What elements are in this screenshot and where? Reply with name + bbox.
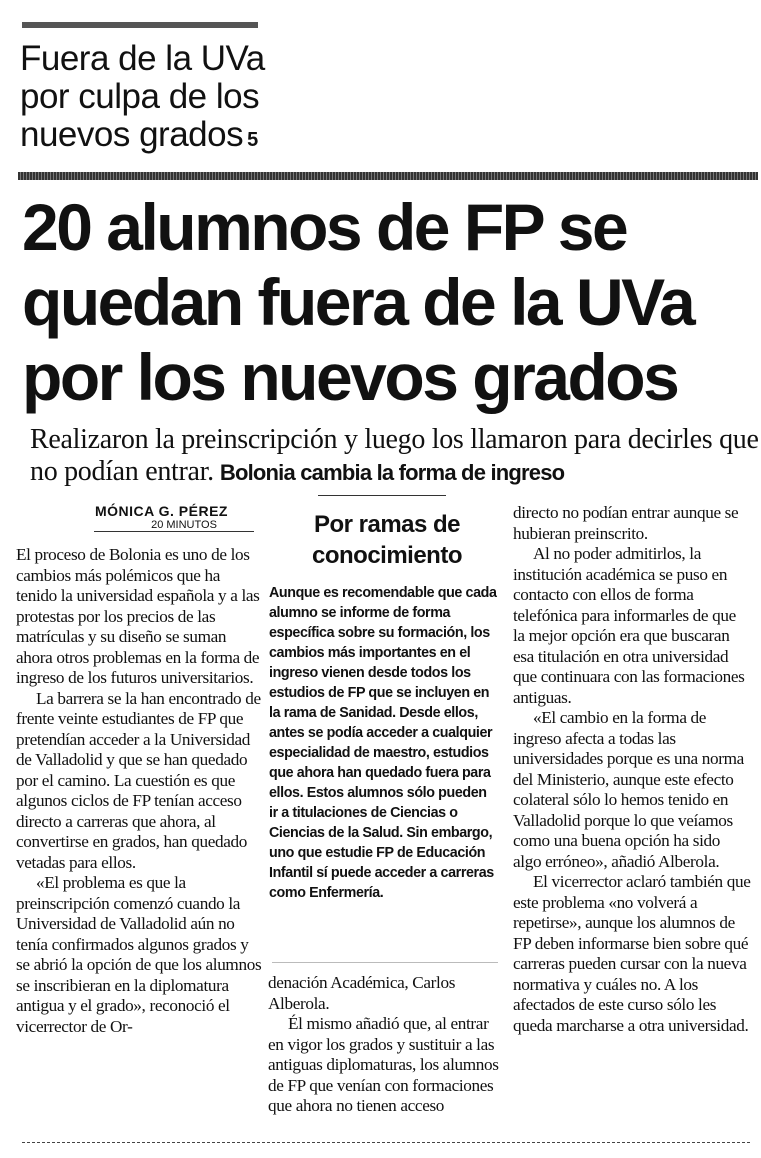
body-column-2 <box>268 973 500 1117</box>
teaser-page-ref: 5 <box>247 129 258 151</box>
teaser <box>20 40 270 159</box>
paragraph: Él mismo añadió que, al entrar en vigor los grados y sustituir a las antiguas diplomaturas, los alumnos de FP que venían con formaciones que ahora no tienen acceso <box>268 1014 499 1115</box>
paragraph: denación Académica, Carlos Alberola. <box>268 973 456 1013</box>
paragraph: Al no poder admitirlos, la institución académica se puso en contacto con ellos de forma telefónica para informarles de que la mejor opción era que buscaran esa titulación en otra universidad que continuara con las formaciones antiguas. <box>513 544 745 707</box>
headline: 20 alumnos de FP se quedan fuera de la UVa por los nuevos grados <box>22 190 694 414</box>
author: MÓNICA G. PÉREZ <box>95 503 228 519</box>
paragraph: «El problema es que la preinscripción comenzó cuando la Universidad de Valladolid aún no tenía confirmados algunos grados y se abrió la opción de que los alumnos se inscribieran en la diplomatura antigua y el grado», reconoció el vicerrector de Or- <box>16 873 262 1036</box>
deck <box>30 424 760 489</box>
source: 20 MINUTOS <box>94 519 254 532</box>
deck-kicker: Bolonia cambia la forma de ingreso <box>219 460 565 485</box>
sidebar-body: Aunque es recomendable que cada alumno se informe de forma específica sobre su formación, los cambios más importantes en el ingreso vienen desde todos los estudios de FP que se incluyen en la rama de Sanidad. Desde ellos, antes se podía acceder a cualquier especialidad de maestro, estudios que ahora han quedado fuera para ellos. Estos alumnos sólo pueden ir a titulaciones de Ciencias o Ciencias de la Salud. Sin embargo, uno que estudie FP de Educación Infantil sí puede acceder a carreras como Enfermería. <box>269 585 497 901</box>
sidebar-title: Por ramas de conocimiento <box>311 511 462 569</box>
body-column-1 <box>16 545 262 1037</box>
body-column-3 <box>513 503 751 1036</box>
sidebar-bottom-rule <box>272 962 498 963</box>
deck-text: Realizaron la preinscripción y luego los llamaron para decirles que no podían entrar. <box>30 424 759 487</box>
byline <box>24 503 259 532</box>
section-rule <box>18 172 758 180</box>
top-rule <box>22 22 258 28</box>
paragraph: «El cambio en la forma de ingreso afecta a todas las universidades porque es una norma del Ministerio, aunque este efecto colateral sólo lo hemos tenido en Valladolid porque lo que veíamos como una buena opción ha sido algo erróneo», añadió Alberola. <box>513 708 744 871</box>
sidebar-top-rule <box>318 495 446 496</box>
paragraph: directo no podían entrar aunque se hubieran preinscrito. <box>513 503 739 543</box>
bottom-rule <box>22 1142 750 1143</box>
paragraph: El proceso de Bolonia es uno de los cambios más polémicos que ha tenido la universidad española y a las protestas por los precios de las matrículas y su diseño se suman ahora otros problemas en la forma de ingreso de los futuros universitarios. <box>16 545 260 687</box>
teaser-title: Fuera de la UVa por culpa de los nuevos grados <box>20 39 265 154</box>
paragraph: El vicerrector aclaró también que este problema «no volverá a repetirse», aunque los alumnos de FP deben informarse bien sobre qué carreras pueden cursar con la nueva normativa y cuáles no. A los afectados de este curso sólo les queda marcharse a otra universidad. <box>513 872 751 1035</box>
paragraph: La barrera se la han encontrado de frente veinte estudiantes de FP que pretendían acceder a la Universidad de Valladolid y que se han quedado por el camino. La cuestión es que algunos ciclos de FP tenían acceso directo a carreras que ahora, al convertirse en grados, han quedado vetadas para ellos. <box>16 688 261 872</box>
